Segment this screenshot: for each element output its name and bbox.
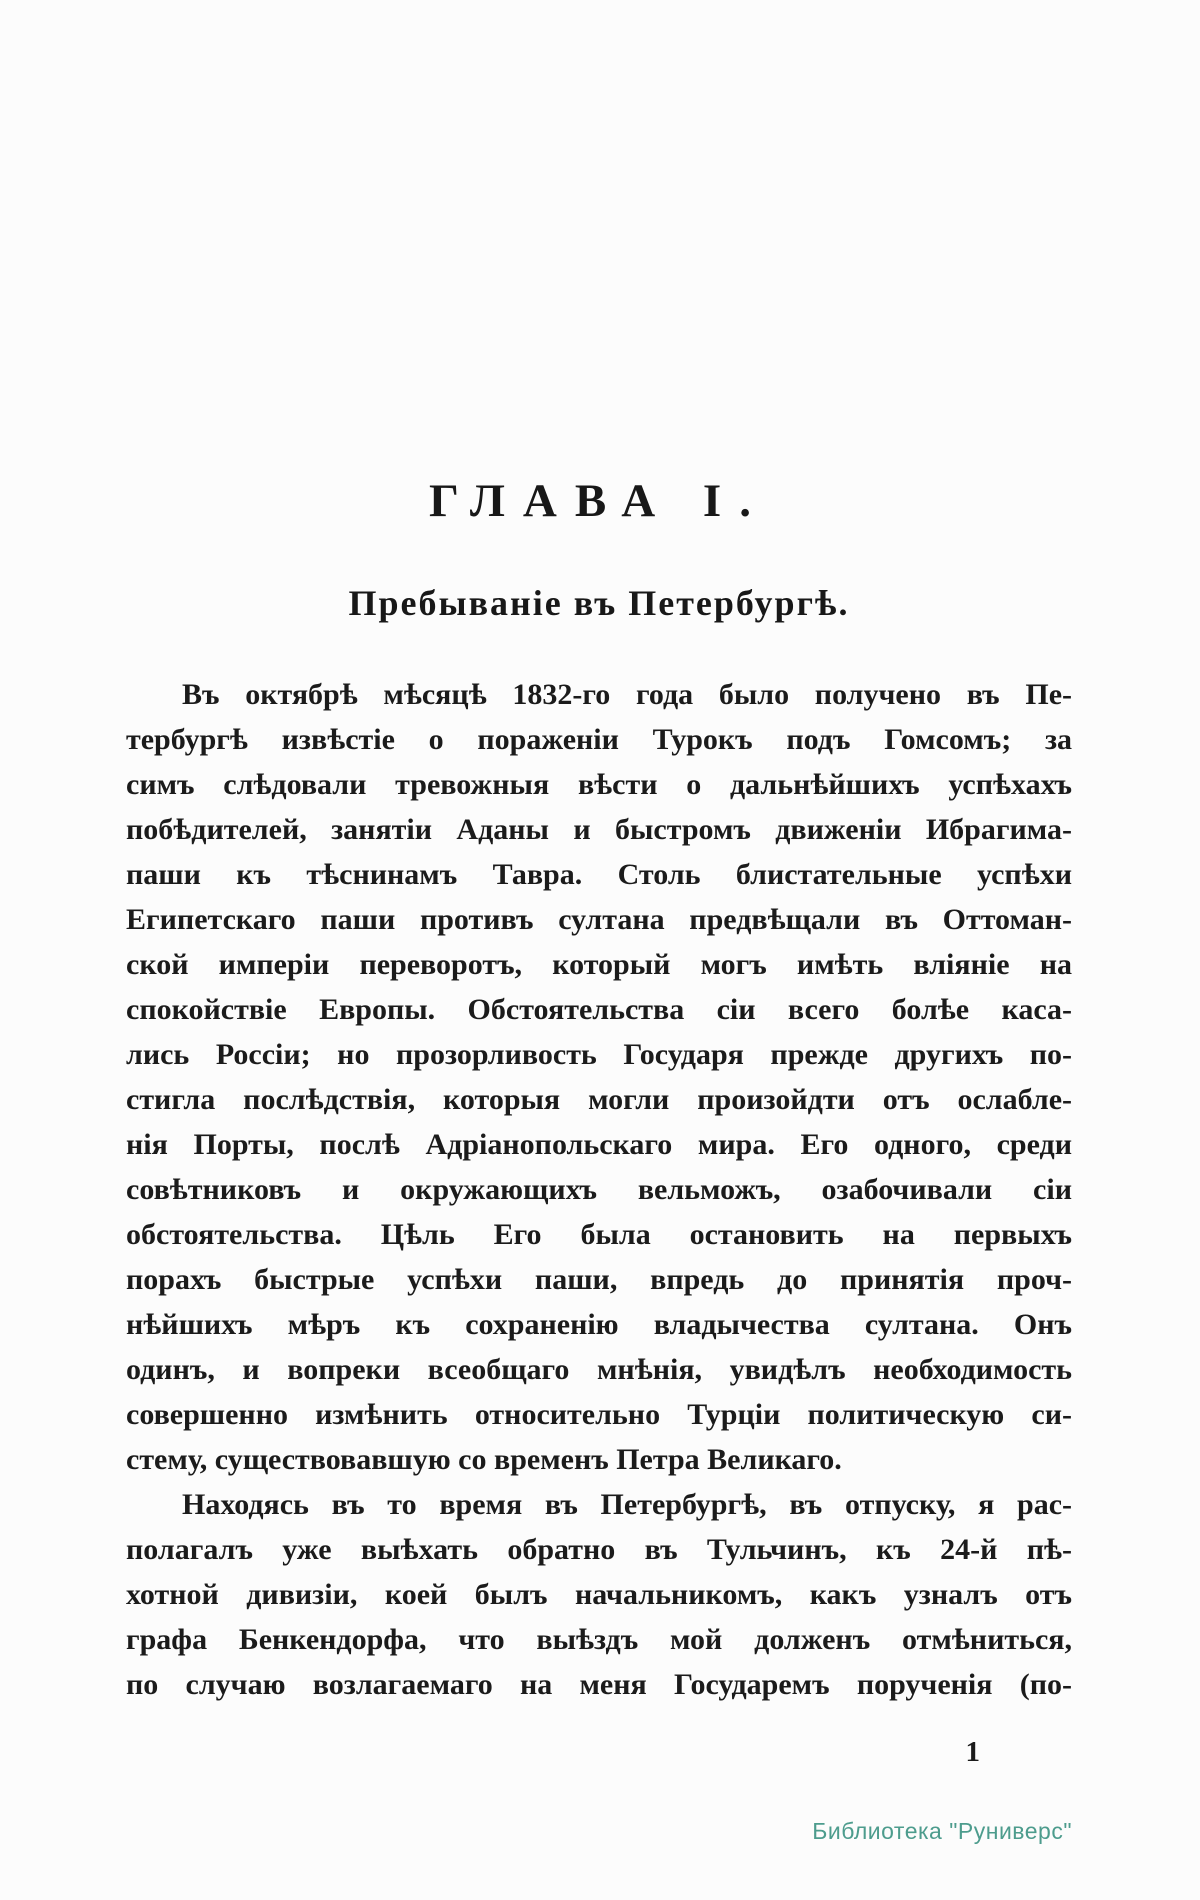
text-line: Находясь въ то время въ Петербургѣ, въ отпуску, я рас-	[182, 1488, 1072, 1521]
chapter-heading: ГЛАВА I.	[429, 475, 769, 527]
library-watermark: Библиотека "Руниверс"	[812, 1818, 1072, 1844]
text-line: порахъ быстрые успѣхи паши, впредь до принятія проч-	[126, 1263, 1072, 1296]
text-line: Въ октябрѣ мѣсяцѣ 1832-го года было получено въ Пе-	[182, 678, 1072, 711]
text-line: ской имперіи переворотъ, который могъ имѣть вліяніе на	[126, 948, 1072, 981]
text-line: совершенно измѣнить относительно Турціи политическую си-	[126, 1398, 1072, 1431]
text-line: совѣтниковъ и окружающихъ вельможъ, озабочивали сіи	[126, 1173, 1072, 1206]
text-line: по случаю возлагаемаго на меня Государемъ порученія (по-	[126, 1668, 1072, 1701]
text-line: побѣдителей, занятіи Аданы и быстромъ движеніи Ибрагима-	[126, 813, 1072, 846]
paragraph	[126, 672, 1072, 1482]
text-line: лись Россіи; но прозорливость Государя прежде другихъ по-	[126, 1038, 1072, 1071]
text-line: нѣйшихъ мѣръ къ сохраненію владычества султана. Онъ	[126, 1308, 1072, 1341]
text-line: паши къ тѣснинамъ Тавра. Столь блистательные успѣхи	[126, 858, 1072, 891]
text-line: хотной дивизіи, коей былъ начальникомъ, какъ узналъ отъ	[126, 1578, 1072, 1611]
section-title: Пребываніе въ Петербургѣ.	[348, 583, 850, 623]
text-line: спокойствіе Европы. Обстоятельства сіи всего болѣе каса-	[126, 993, 1072, 1026]
text-line: графа Бенкендорфа, что выѣздъ мой долженъ отмѣниться,	[126, 1623, 1072, 1656]
paragraph	[126, 1482, 1072, 1707]
text-line: полагалъ уже выѣхать обратно въ Тульчинъ, къ 24-й пѣ-	[126, 1533, 1072, 1566]
text-line: нія Порты, послѣ Адріанопольскаго мира. Его одного, среди	[126, 1128, 1072, 1161]
text-line: обстоятельства. Цѣль Его была остановить на первыхъ	[126, 1218, 1072, 1251]
page-number: 1	[965, 1736, 980, 1768]
body-text	[126, 672, 1072, 1707]
text-line: тербургѣ извѣстіе о пораженіи Турокъ подъ Гомсомъ; за	[126, 723, 1072, 756]
text-line: одинъ, и вопреки всеобщаго мнѣнія, увидѣлъ необходимость	[126, 1353, 1072, 1386]
text-line: симъ слѣдовали тревожныя вѣсти о дальнѣйшихъ успѣхахъ	[126, 768, 1072, 801]
text-line: стему, существовавшую со временъ Петра Великаго.	[126, 1443, 842, 1476]
text-line: Египетскаго паши противъ султана предвѣщали въ Оттоман-	[126, 903, 1072, 936]
text-line: стигла послѣдствія, которыя могли произойдти отъ ослабле-	[126, 1083, 1072, 1116]
